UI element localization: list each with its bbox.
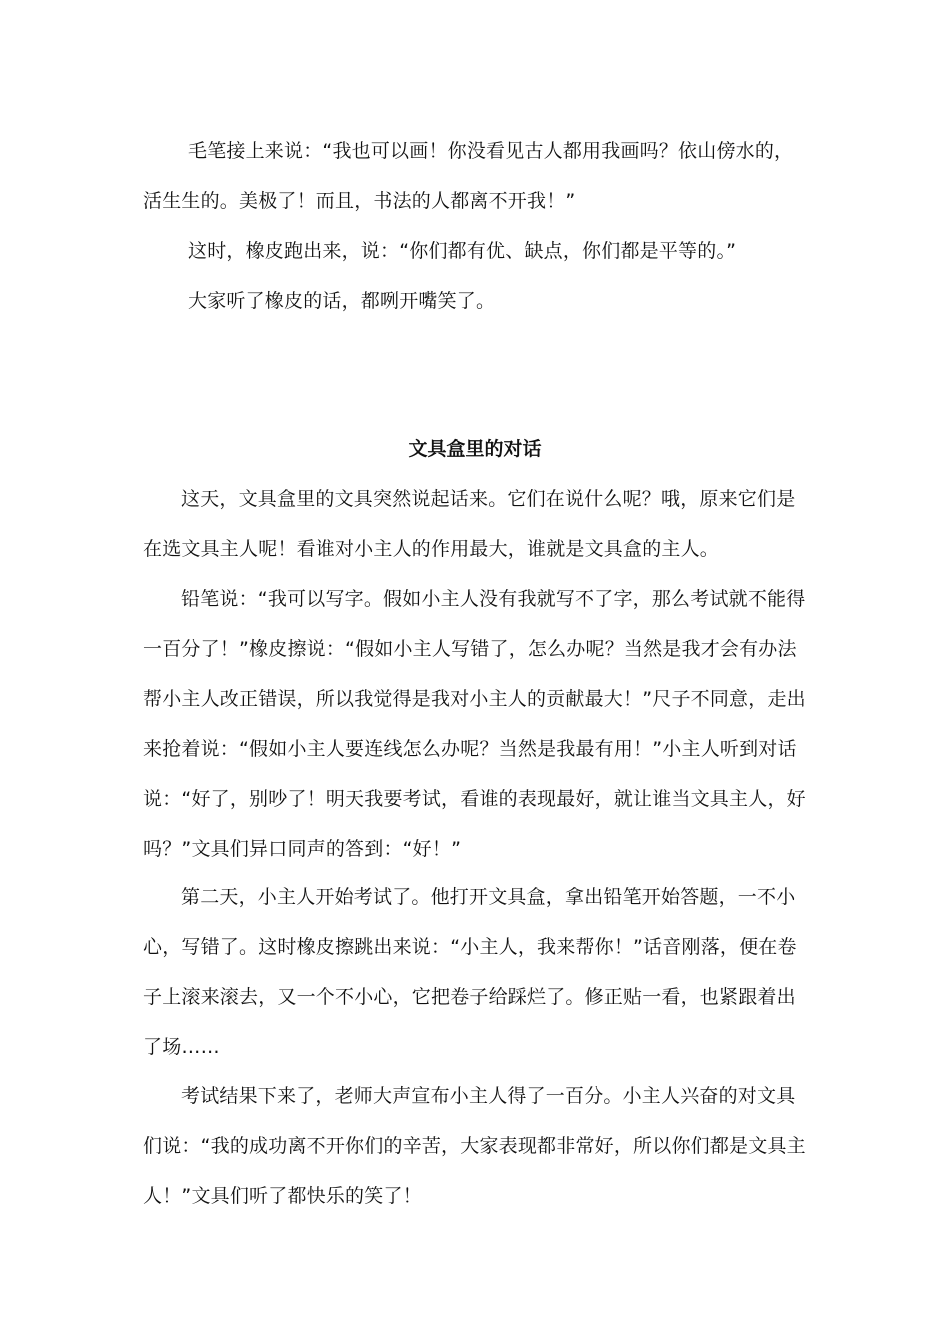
paragraph-eraser-says: 这时，橡皮跑出来，说：“你们都有优、缺点，你们都是平等的。” xyxy=(188,240,737,262)
paragraph-everyone-laughs: 大家听了橡皮的话，都咧开嘴笑了。 xyxy=(188,290,496,312)
paragraph-intro: 这天，文具盒里的文具突然说起话来。它们在说什么呢？哦，原来它们是在选文具主人呢！看谁对小主人的作用最大，谁就是文具盒的主人。 xyxy=(143,488,796,560)
paragraph-dialogue: 铅笔说：“我可以写字。假如小主人没有我就写不了字，那么考试就不能得一百分了！”橡皮擦说：“假如小主人写错了，怎么办呢？当然是我才会有办法帮小主人改正错误，所以我觉得是我对小主人的贡献最大！”尺子不同意，走出来抢着说：“假如小主人要连线怎么办呢？当然是我最有用！”小主人听到对话说：“好了，别吵了！明天我要考试，看谁的表现最好，就让谁当文具主人，好吗？”文具们异口同声的答到：“好！” xyxy=(143,588,806,860)
paragraph-result: 考试结果下来了，老师大声宣布小主人得了一百分。小主人兴奋的对文具们说：“我的成功离不开你们的辛苦，大家表现都非常好，所以你们都是文具主人！”文具们听了都快乐的笑了！ xyxy=(143,1085,806,1207)
story-title: 文具盒里的对话 xyxy=(408,438,542,460)
paragraph-brush: 毛笔接上来说：“我也可以画！你没看见古人都用我画吗？依山傍水的，活生生的。美极了！而且，书法的人都离不开我！” xyxy=(143,140,794,212)
paragraph-exam-day: 第二天，小主人开始考试了。他打开文具盒，拿出铅笔开始答题，一不小心，写错了。这时橡皮擦跳出来说：“小主人，我来帮你！”话音刚落，便在卷子上滚来滚去，又一个不小心，它把卷子给踩烂了。修正贴一看，也紧跟着出了场…… xyxy=(143,886,797,1058)
